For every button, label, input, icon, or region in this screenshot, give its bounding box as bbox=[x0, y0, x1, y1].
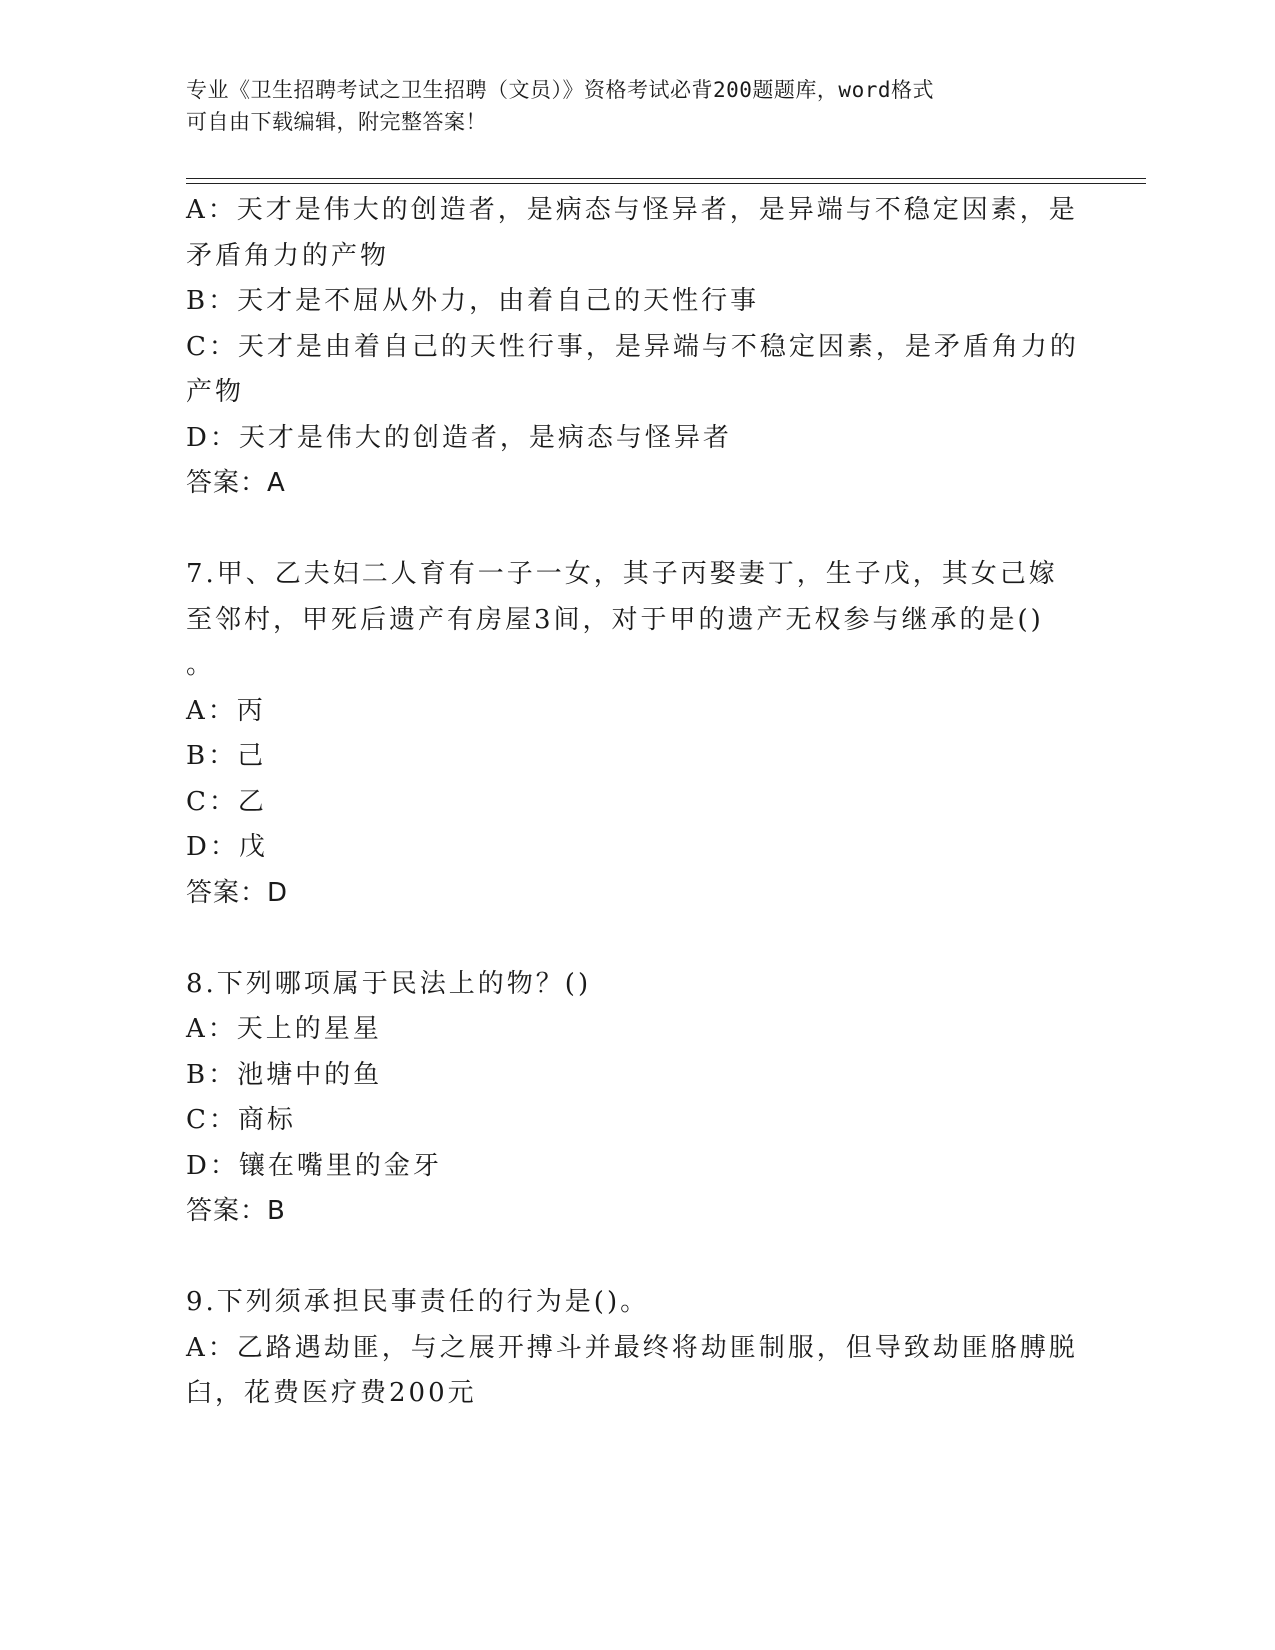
q6-option-a-line-1: A：天才是伟大的创造者，是病态与怪异者，是异端与不稳定因素，是 bbox=[186, 195, 1078, 225]
question-7 bbox=[186, 552, 1066, 916]
q7-option-a: A：丙 bbox=[186, 695, 266, 726]
q9-stem: 9.下列须承担民事责任的行为是()。 bbox=[186, 1287, 650, 1317]
q6-option-c-line-2: 产物 bbox=[186, 377, 245, 407]
q7-answer: 答案：D bbox=[186, 877, 289, 908]
question-8 bbox=[186, 962, 1066, 1235]
q8-answer: 答案：B bbox=[186, 1196, 286, 1226]
q7-option-b: B：己 bbox=[186, 741, 267, 771]
q6-option-a-line-2: 矛盾角力的产物 bbox=[186, 240, 390, 271]
q9-option-a-line-1: A：乙路遇劫匪，与之展开搏斗并最终将劫匪制服，但导致劫匪胳膊脱 bbox=[186, 1332, 1078, 1363]
q7-option-d: D：戊 bbox=[186, 832, 268, 862]
q6-option-b: B：天才是不屈从外力，由着自己的天性行事 bbox=[186, 286, 760, 316]
header-divider-top bbox=[186, 178, 1146, 179]
q6-option-d: D：天才是伟大的创造者，是病态与怪异者 bbox=[186, 422, 732, 453]
q8-option-b: B：池塘中的鱼 bbox=[186, 1059, 383, 1090]
q7-stem-line-3: 。 bbox=[186, 650, 216, 680]
q7-stem-line-2: 至邻村，甲死后遗产有房屋3间，对于甲的遗产无权参与继承的是() bbox=[186, 604, 1044, 635]
spacer bbox=[186, 916, 1066, 962]
q8-stem: 8.下列哪项属于民法上的物？() bbox=[186, 968, 592, 999]
q8-option-a: A：天上的星星 bbox=[186, 1014, 382, 1044]
document-header bbox=[186, 74, 1066, 138]
header-title-line-2: 可自由下载编辑，附完整答案！ bbox=[186, 110, 487, 134]
question-9 bbox=[186, 1280, 1078, 1417]
spacer bbox=[186, 507, 1066, 553]
q7-option-c: C：乙 bbox=[186, 786, 267, 817]
question-6 bbox=[186, 188, 1079, 507]
header-divider-bottom bbox=[186, 183, 1146, 184]
header-title-line-1: 专业《卫生招聘考试之卫生招聘（文员）》资格考试必背200题题库，word格式 bbox=[186, 78, 934, 102]
q9-option-a-line-2: 臼，花费医疗费200元 bbox=[186, 1378, 477, 1408]
spacer bbox=[186, 1235, 1066, 1281]
q6-option-c-line-1: C：天才是由着自己的天性行事，是异端与不稳定因素，是矛盾角力的 bbox=[186, 331, 1079, 362]
q8-option-d: D：镶在嘴里的金牙 bbox=[186, 1150, 442, 1181]
q6-answer: 答案：A bbox=[186, 468, 286, 498]
q8-option-c: C：商标 bbox=[186, 1105, 296, 1135]
question-list bbox=[186, 188, 1079, 1417]
q7-stem-line-1: 7.甲、乙夫妇二人育有一子一女，其子丙娶妻丁，生子戊，其女己嫁 bbox=[186, 559, 1058, 589]
